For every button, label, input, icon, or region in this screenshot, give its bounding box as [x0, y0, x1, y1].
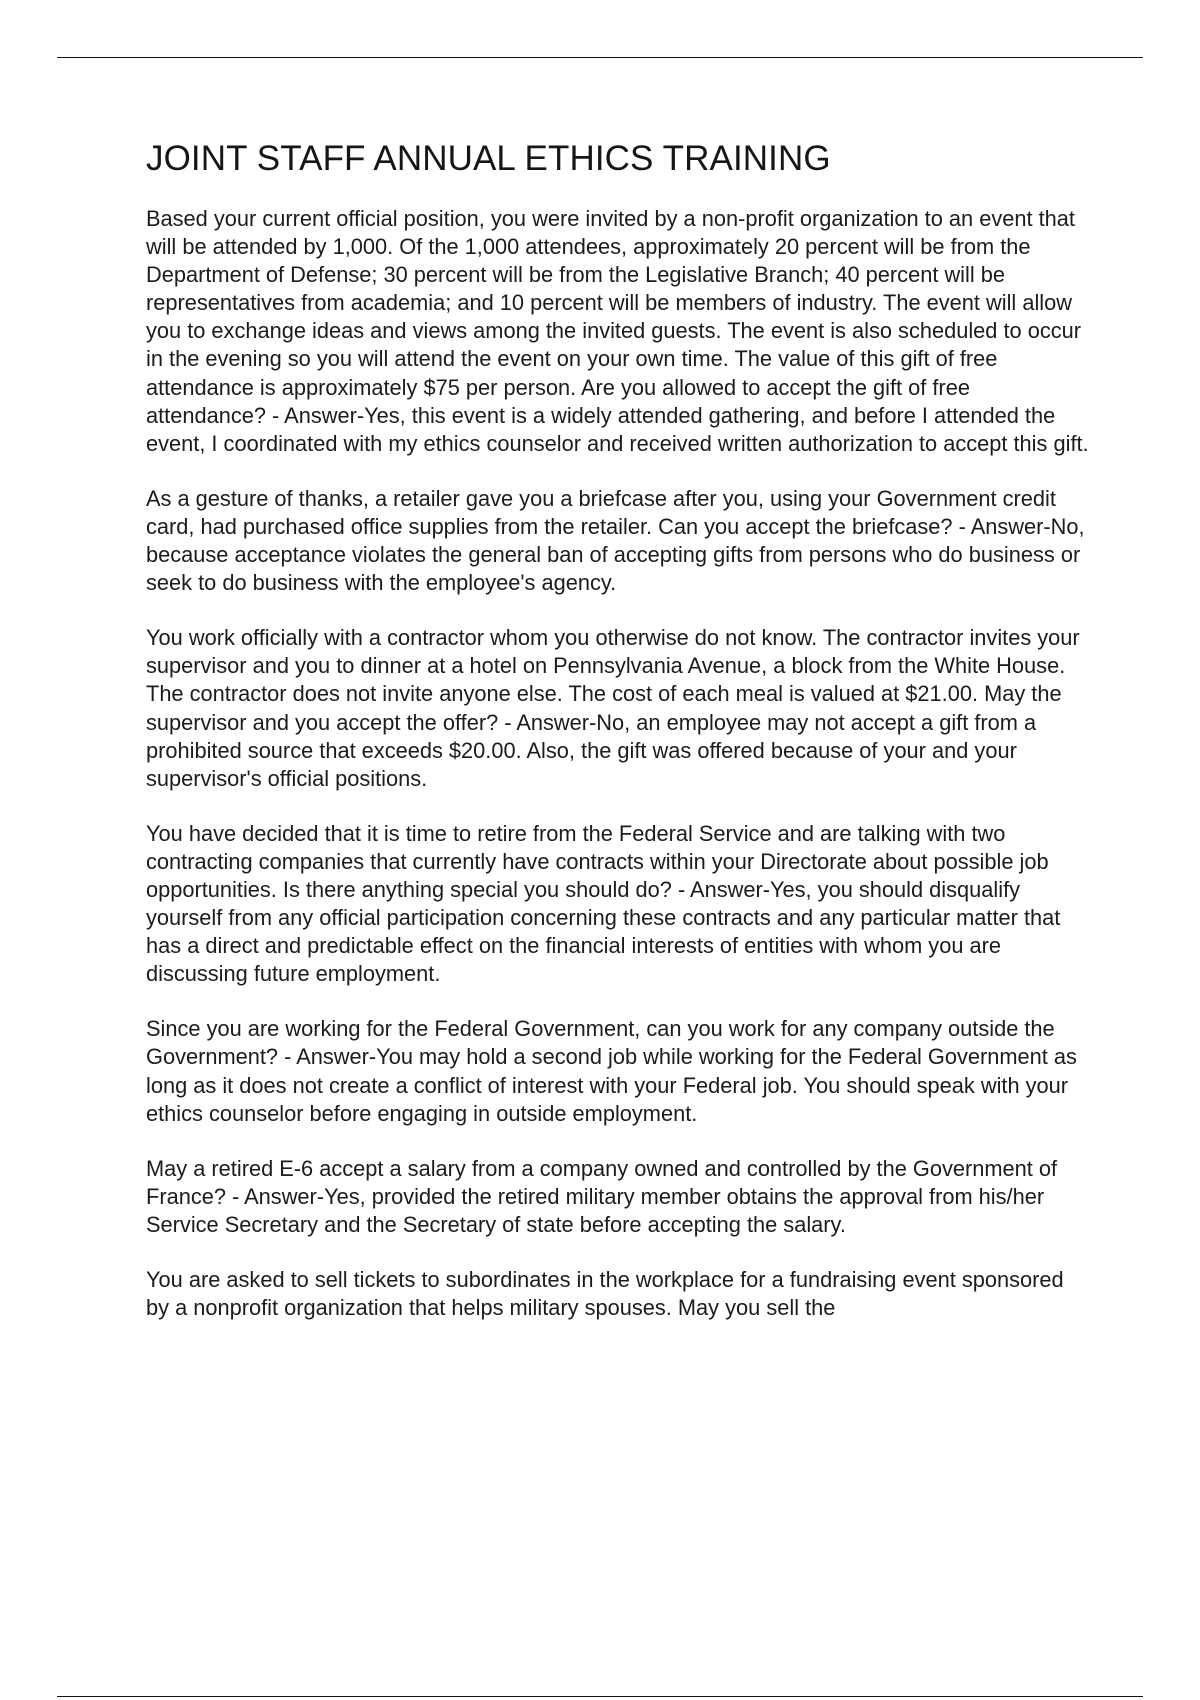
question-paragraph-free-attendance: Based your current official position, you were invited by a non-profit organization to an event that will be attended by 1,000. Of the 1,000 attendees, approximately 20 percent will be from the Department of Defense; 30 percent will be from the Legislative Branch; 40 percent will be representatives from academia; and 10 percent will be members of industry. The event will allow you to exchange ideas and views among the invited guests. The event is also scheduled to occur in the evening so you will attend the event on your own time. The value of this gift of free attendance is approximately $75 per person. Are you allowed to accept the gift of free attendance? - Answer-Yes, this event is a widely attended gathering, and before I attended the event, I coordinated with my ethics counselor and received written authorization to accept this gift. — [146, 206, 1089, 456]
question-paragraph-ticket-sales: You are asked to sell tickets to subordinates in the workplace for a fundraising event sponsored by a nonprofit organization that helps military spouses. May you sell the — [146, 1267, 1064, 1321]
question-paragraph-foreign-salary: May a retired E-6 accept a salary from a company owned and controlled by the Government of France? - Answer-Yes, provided the retired military member obtains the approval from his/her Service Secretary and the Secretary of state before accepting the salary. — [146, 1155, 1058, 1237]
top-rule — [57, 57, 1143, 58]
document-body — [146, 138, 1091, 1349]
question-paragraph-contractor-dinner: You work officially with a contractor whom you otherwise do not know. The contractor invites your supervisor and you to dinner at a hotel on Pennsylvania Avenue, a block from the White House. The contractor does not invite anyone else. The cost of each meal is valued at $21.00. May the supervisor and you accept the offer? - Answer-No, an employee may not accept a gift from a prohibited source that exceeds $20.00. Also, the gift was offered because of your and your supervisor's official positions. — [146, 625, 1080, 791]
question-paragraph-briefcase: As a gesture of thanks, a retailer gave you a briefcase after you, using your Government credit card, had purchased office supplies from the retailer. Can you accept the briefcase? - Answer-No, because acceptance violates the general ban of accepting gifts from persons who do business or seek to do business with the employee's agency. — [146, 485, 1085, 596]
question-paragraph-retirement-job: You have decided that it is time to retire from the Federal Service and are talking with two contracting companies that currently have contracts within your Directorate about possible job opportunities. Is there anything special you should do? - Answer-Yes, you should disqualify yourself from any official participation concerning these contracts and any particular matter that has a direct and predictable effect on the financial interests of entities with whom you are discussing future employment. — [146, 820, 1061, 987]
bottom-rule — [57, 1696, 1143, 1697]
question-paragraph-outside-employment: Since you are working for the Federal Government, can you work for any company outside the Government? - Answer-You may hold a second job while working for the Federal Government as long as it does not create a conflict of interest with your Federal job. You should speak with your ethics counselor before engaging in outside employment. — [146, 1016, 1077, 1126]
document-title: JOINT STAFF ANNUAL ETHICS TRAINING — [146, 139, 831, 178]
